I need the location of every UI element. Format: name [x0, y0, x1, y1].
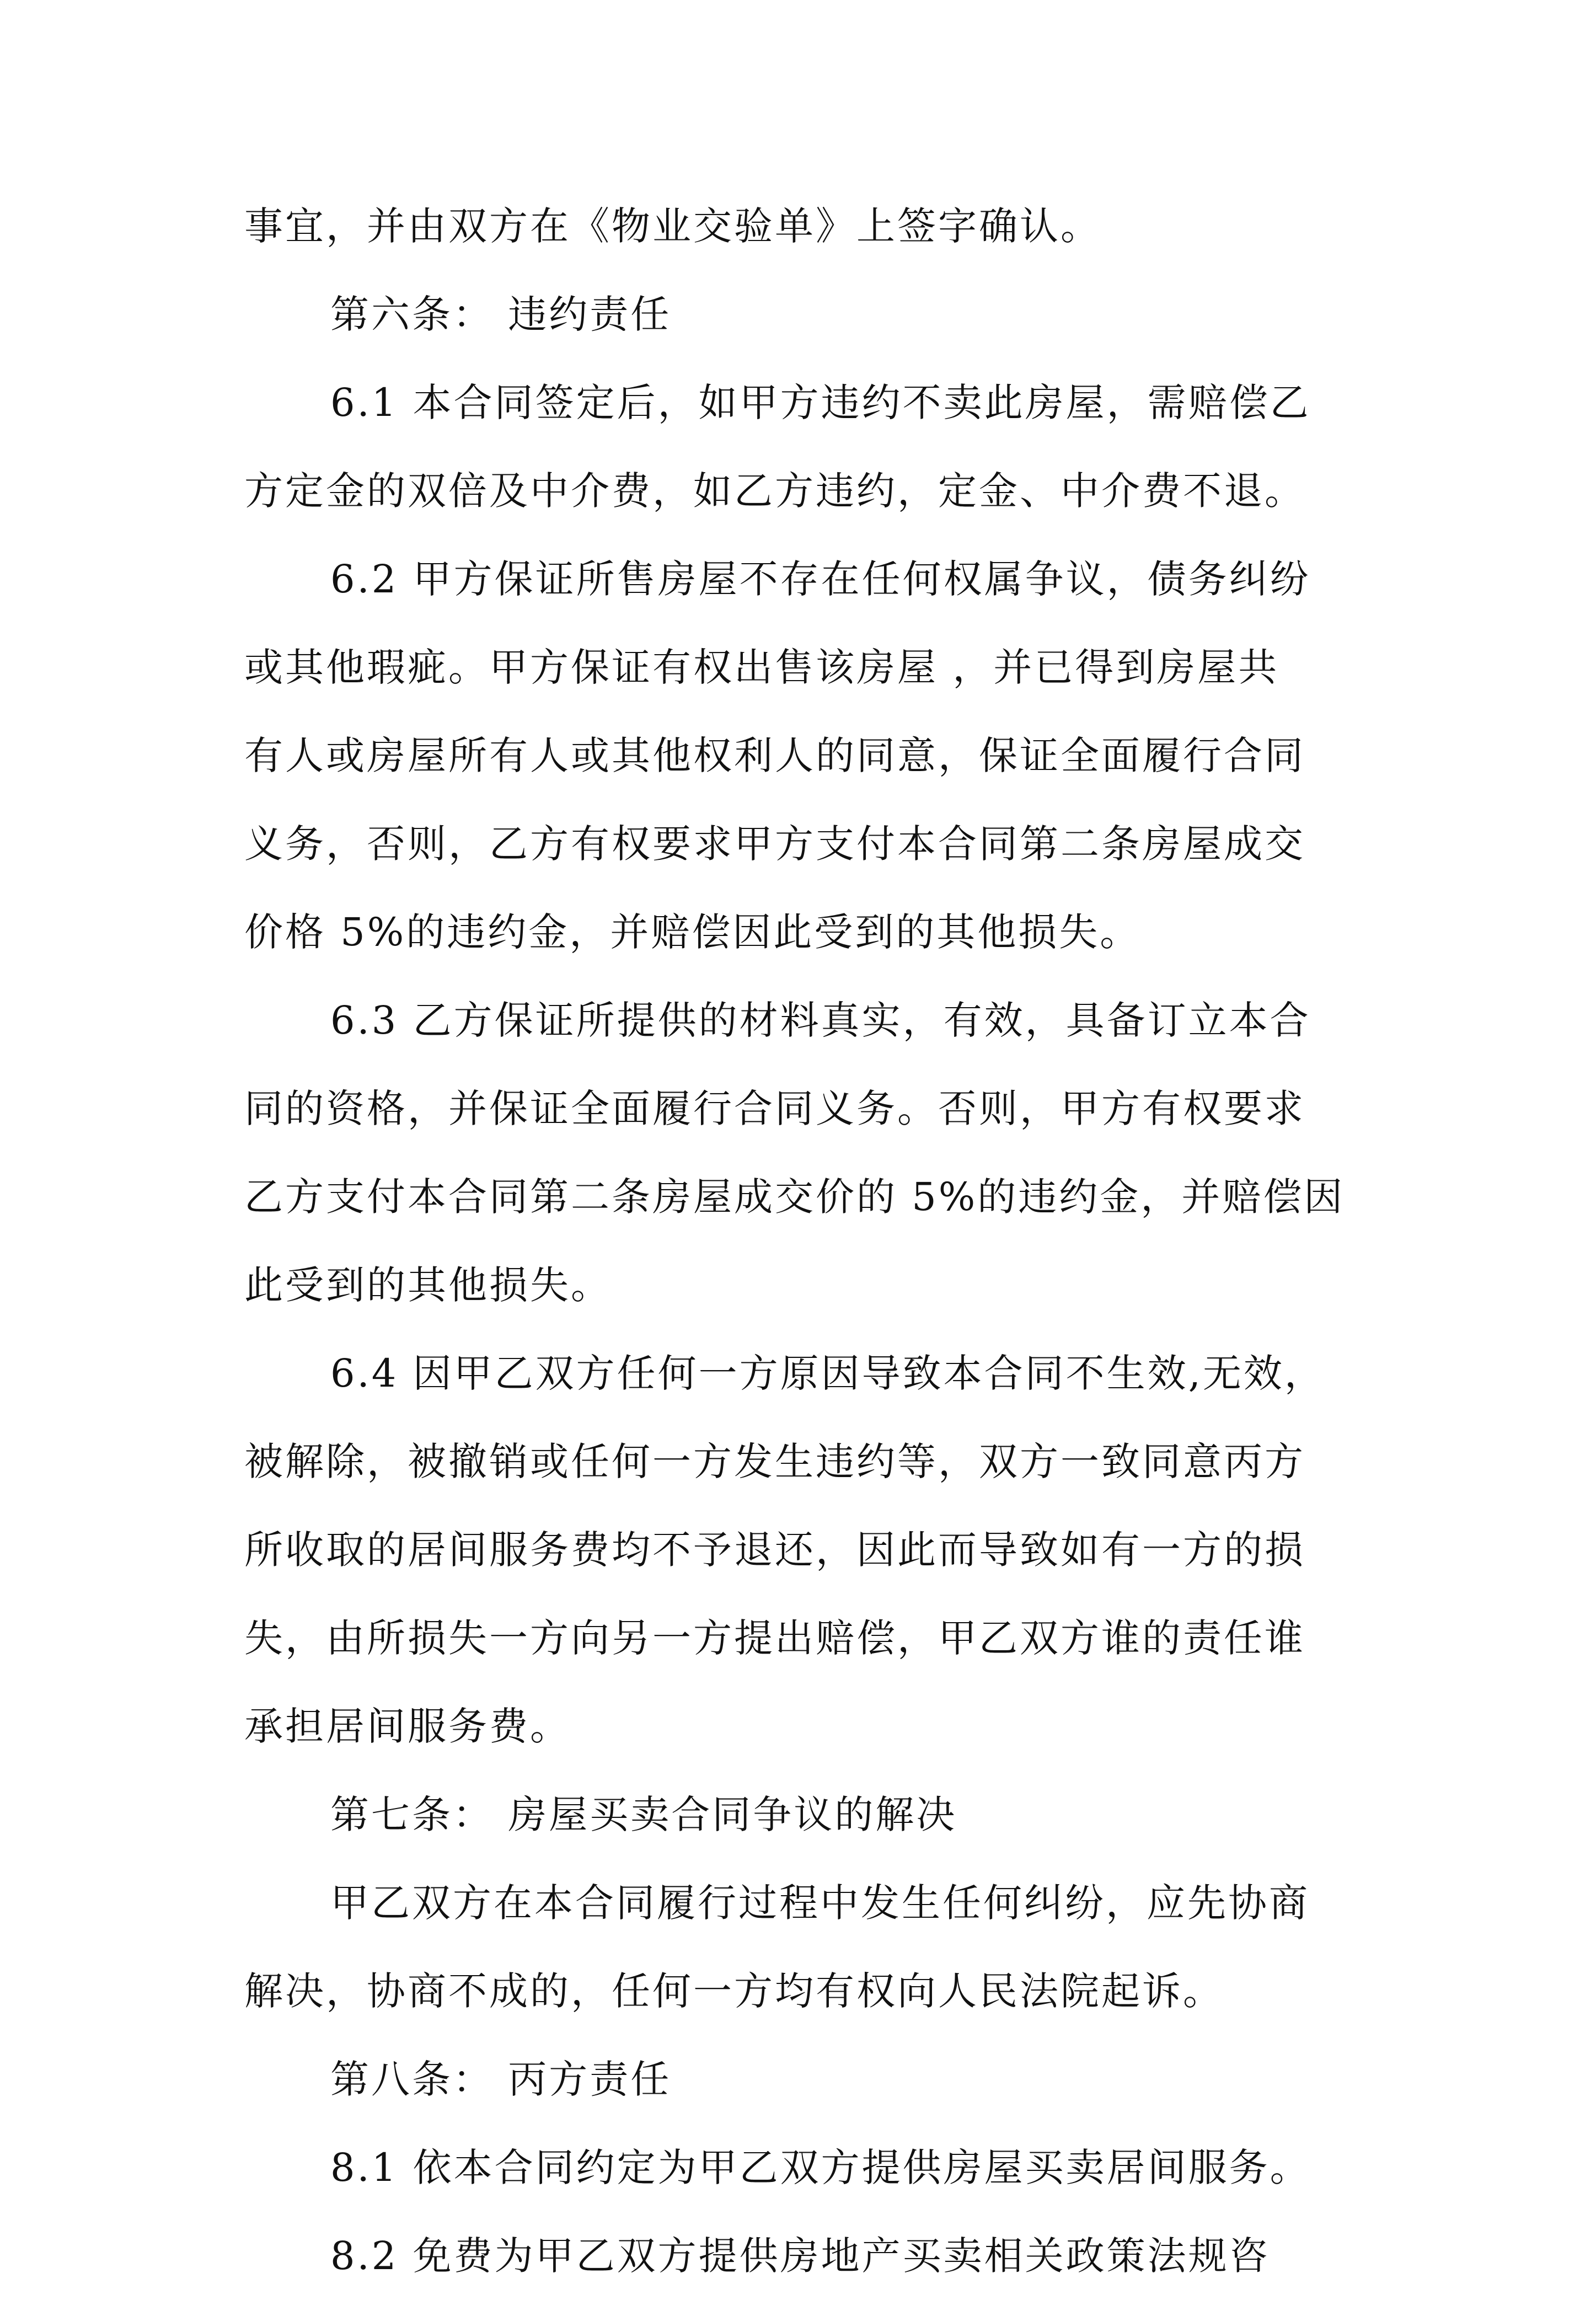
text-line: 被解除，被撤销或任何一方发生违约等，双方一致同意丙方: [244, 1439, 1305, 1484]
contract-text: [244, 182, 1364, 2300]
text-line: 同的资格，并保证全面履行合同义务。否则，甲方有权要求: [244, 1086, 1305, 1131]
text-line: 承担居间服务费。: [244, 1704, 571, 1749]
text-line: 6.4 因甲乙双方任何一方原因导致本合同不生效,无效，: [330, 1351, 1325, 1396]
text-line: 6.3 乙方保证所提供的材料真实，有效，具备订立本合: [330, 998, 1311, 1043]
article-8-heading: 第八条： 丙方责任: [330, 2057, 672, 2102]
article-6-heading: 第六条： 违约责任: [330, 292, 672, 337]
text-line: 此受到的其他损失。: [244, 1263, 612, 1308]
text-line: 或其他瑕疵。甲方保证有权出售该房屋 ，并已得到房屋共: [244, 645, 1279, 690]
text-line: 有人或房屋所有人或其他权利人的同意，保证全面履行合同: [244, 733, 1305, 778]
text-line: 8.1 依本合同约定为甲乙双方提供房屋买卖居间服务。: [330, 2145, 1311, 2190]
text-line: 甲乙双方在本合同履行过程中发生任何纠纷，应先协商: [330, 1880, 1310, 1925]
text-line: 失，由所损失一方向另一方提出赔偿，甲乙双方谁的责任谁: [244, 1616, 1305, 1661]
text-line: 所收取的居间服务费均不予退还，因此而导致如有一方的损: [244, 1527, 1305, 1572]
text-line: 6.2 甲方保证所售房屋不存在任何权属争议，债务纠纷: [330, 557, 1311, 602]
article-7-heading: 第七条： 房屋买卖合同争议的解决: [330, 1792, 957, 1837]
text-line: 8.2 免费为甲乙双方提供房地产买卖相关政策法规咨: [330, 2233, 1270, 2278]
text-line: 解决，协商不成的，任何一方均有权向人民法院起诉。: [244, 1969, 1224, 2014]
text-line: 乙方支付本合同第二条房屋成交价的 5%的违约金，并赔偿因: [244, 1174, 1345, 1219]
text-line: 6.1 本合同签定后，如甲方违约不卖此房屋，需赔偿乙: [330, 380, 1311, 425]
text-line: 事宜，并由双方在《物业交验单》上签字确认。: [244, 204, 1101, 249]
text-line: 价格 5%的违约金，并赔偿因此受到的其他损失。: [244, 910, 1141, 955]
text-line: 义务，否则，乙方有权要求甲方支付本合同第二条房屋成交: [244, 821, 1305, 866]
text-line: 方定金的双倍及中介费，如乙方违约，定金、中介费不退。: [244, 468, 1305, 514]
